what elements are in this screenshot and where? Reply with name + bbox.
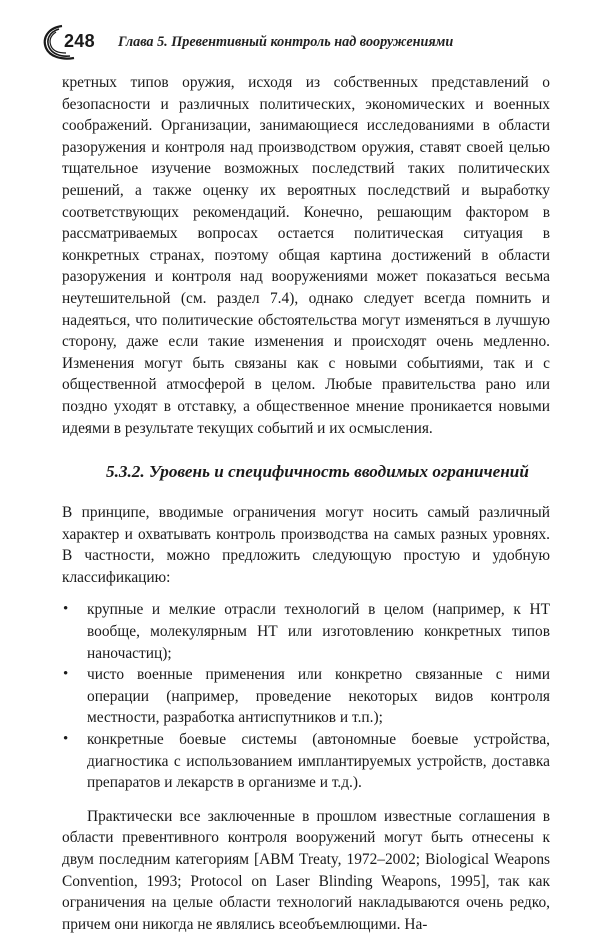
list-item [62,599,550,664]
list-item-text: конкретные боевые системы (автономные боевые устройства, диагностика с использованием имплантируемых устройств, доставка препаратов и лекарств в организме и т.д.). [87,731,550,792]
section-heading: 5.3.2. Уровень и специфичность вводимых ограничений [106,462,529,482]
paragraph-continuation: кретных типов оружия, исходя из собственных представлений о безопасности и различных политических, экономических и военных соображений. Организации, занимающиеся исследованиями в области разоружения и контроля над производством оружия, ставят своей целью тщательное изучение возможных последствий таких политических решений, а также оценку их вероятных последствий и выработку соответствующих рекомендаций. Конечно, решающим фактором в рассматриваемых вопросах остается политическая ситуация в конкретных странах, поэтому общая картина достижений в области разоружения и контроля над вооружениями может показаться весьма неутешительной (см. раздел 7.4), однако следует всегда помнить и надеяться, что политические обстоятельства могут изменяться в лучшую сторону, даже если такие изменения и происходят очень медленно. Изменения могут быть связаны как с новыми событиями, так и с общественной атмосферой в целом. Любые правительства рано или поздно уходят в отставку, а общественное мнение проникается новыми идеями в результате текущих событий и их осмысления. [62,74,550,437]
bullet-icon: • [63,601,69,618]
bullet-icon: • [63,666,69,683]
paragraph-agreements: Практически все заключенные в прошлом известные соглашения в области превентивного контроля вооружений могут быть отнесены к двум последним категориям [ABM Treaty, 1972–2002; Biological Weapons Convention, 1993; Protocol on Laser Blinding Weapons, 1995], так как ограничения на целые области технологий накладываются очень редко, причем они никогда не являлись всеобъемлющими. На- [62,807,550,933]
list-item [62,664,550,729]
bullet-list [62,599,550,793]
page-number-badge [40,22,112,62]
bullet-icon: • [63,731,69,748]
paragraph-classification: В принципе, вводимые ограничения могут носить самый различный характер и охватывать контроль производства на самых разных уровнях. В частности, можно предложить следующую простую и удобную классификацию: [62,504,550,586]
page-body [62,72,550,935]
running-head: Глава 5. Превентивный контроль над вооружениями [118,34,454,50]
page-number: 248 [64,31,95,51]
list-item-text: чисто военные применения или конкретно связанные с ними операции (например, проведение некоторых видов контроля местности, разработка антиспутников и т.п.); [87,666,550,727]
page-header [40,22,560,62]
list-item-text: крупные и мелкие отрасли технологий в целом (например, к НТ вообще, молекулярным НТ или изготовлению конкретных типов наночастиц); [87,601,550,662]
list-item [62,729,550,794]
